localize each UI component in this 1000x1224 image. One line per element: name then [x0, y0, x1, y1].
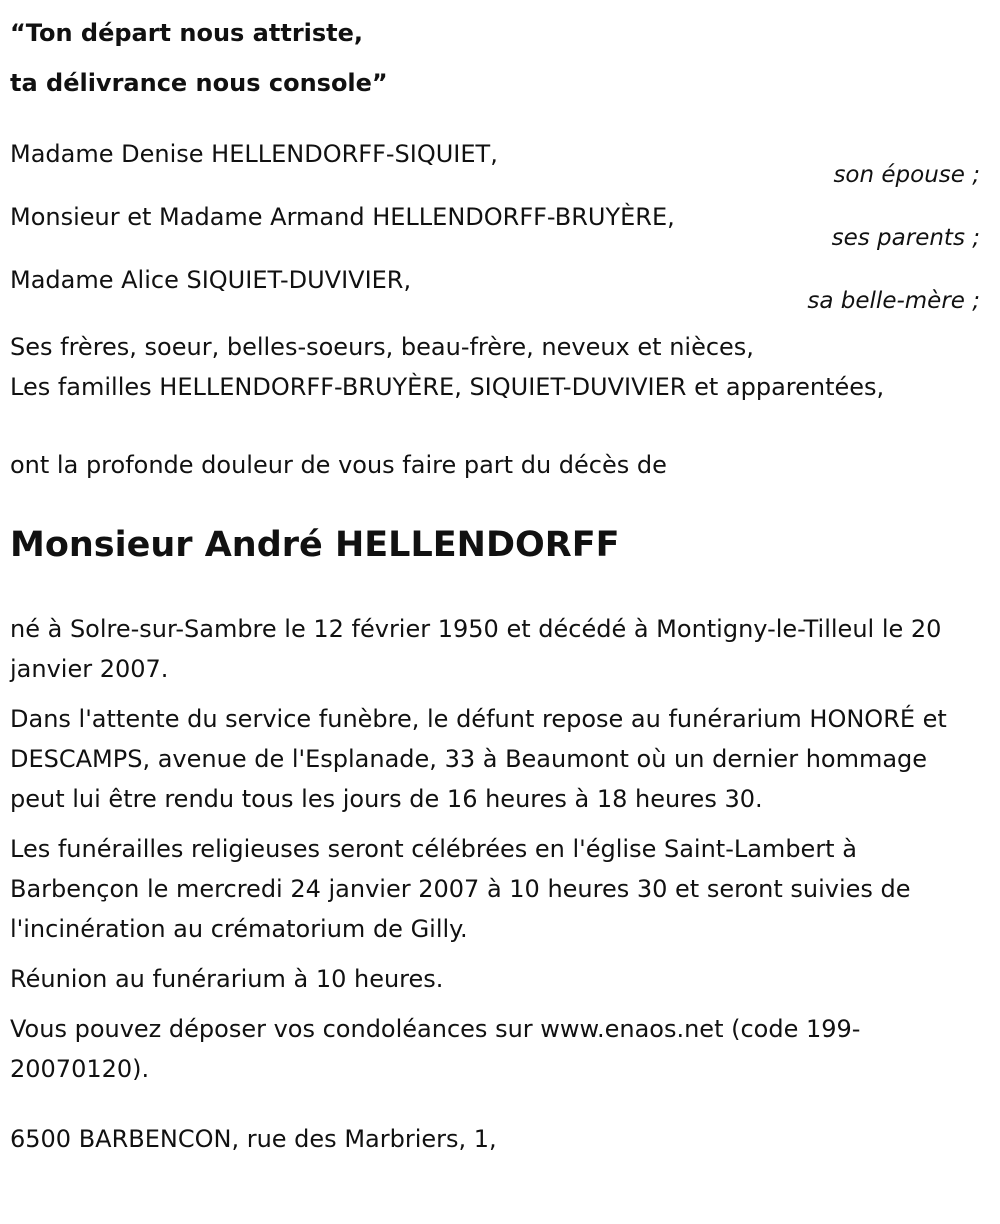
family-member-role: sa belle-mère ;	[807, 288, 980, 314]
family-member-name: Madame Alice SIQUIET-DUVIVIER,	[10, 266, 412, 294]
family-member-role: son épouse ;	[833, 162, 980, 188]
obituary-body	[10, 609, 990, 1089]
deceased-name: Monsieur André HELLENDORFF	[10, 525, 620, 565]
family-list	[10, 138, 990, 407]
family-member-role: ses parents ;	[831, 225, 980, 251]
family-member-spouse	[10, 138, 990, 201]
birth-death-paragraph: né à Solre-sur-Sambre le 12 février 1950 et décédé à Montigny-le-Tilleul le 20 janvier 2007.	[10, 615, 942, 683]
quote-line-1: “Ton départ nous attriste,	[10, 19, 364, 47]
condolences-paragraph: Vous pouvez déposer vos condoléances sur www.enaos.net (code 199-20070120).	[10, 1015, 861, 1083]
family-member-parents	[10, 201, 990, 264]
meeting-paragraph: Réunion au funérarium à 10 heures.	[10, 965, 444, 993]
family-member-name: Madame Denise HELLENDORFF-SIQUIET,	[10, 140, 498, 168]
funeral-paragraph: Les funérailles religieuses seront célébrées en l'église Saint-Lambert à Barbençon le mercredi 24 janvier 2007 à 10 heures 30 et seront suivies de l'incinération au crématorium de Gilly.	[10, 835, 911, 943]
relatives-line: Les familles HELLENDORFF-BRUYÈRE, SIQUIET-DUVIVIER et apparentées,	[10, 373, 885, 401]
family-member-name: Monsieur et Madame Armand HELLENDORFF-BRUYÈRE,	[10, 203, 675, 231]
funerarium-paragraph: Dans l'attente du service funèbre, le défunt repose au funérarium HONORÉ et DESCAMPS, avenue de l'Esplanade, 33 à Beaumont où un dernier hommage peut lui être rendu tous les jours de 16 heures à 18 heures 30.	[10, 705, 947, 813]
quote-line-2: ta délivrance nous console”	[10, 69, 388, 97]
family-member-mother-in-law	[10, 264, 990, 327]
epigraph-quote	[10, 8, 990, 108]
relatives-line: Ses frères, soeur, belles-soeurs, beau-frère, neveux et nièces,	[10, 333, 754, 361]
family-address: 6500 BARBENCON, rue des Marbriers, 1,	[10, 1125, 497, 1153]
announcement-text: ont la profonde douleur de vous faire part du décès de	[10, 451, 667, 479]
